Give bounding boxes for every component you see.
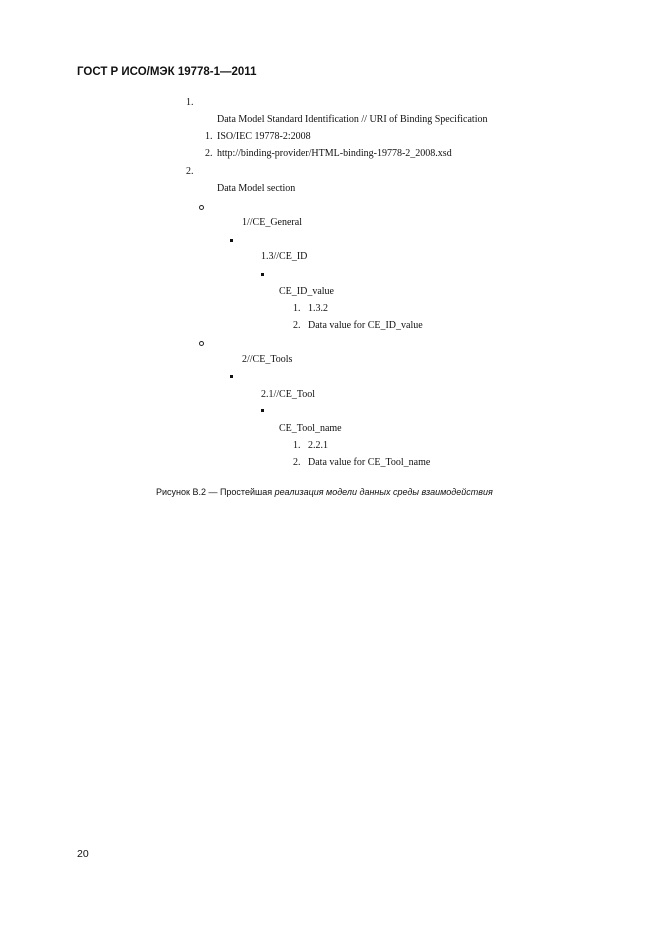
document-header: ГОСТ Р ИСО/МЭК 19778-1—2011 — [77, 66, 257, 78]
list-marker: 2. — [293, 457, 301, 468]
list-item: Data value for CE_ID_value — [308, 320, 423, 331]
tree-node-label: 2//CE_Tools — [242, 354, 293, 365]
list-item: http://binding-provider/HTML-binding-19778-2_2008.xsd — [217, 148, 452, 159]
tree-node-label: 1//CE_General — [242, 217, 302, 228]
tree-node-label: 2.1//CE_Tool — [261, 389, 316, 400]
figure-caption — [156, 487, 493, 497]
tree-node-title: Data Model section — [217, 183, 296, 194]
circle-bullet-icon — [199, 341, 204, 346]
tree-node-label: CE_ID_value — [279, 286, 334, 297]
list-marker: 1. — [186, 97, 194, 108]
square-bullet-icon — [261, 273, 264, 276]
square-bullet-icon — [230, 239, 233, 242]
list-item: ISO/IEC 19778-2:2008 — [217, 131, 311, 142]
list-marker: 1. — [293, 440, 301, 451]
square-bullet-icon — [230, 375, 233, 378]
figure-caption-italic: реализация модели данных среды взаимодействия — [274, 487, 493, 497]
list-item: Data value for CE_Tool_name — [308, 457, 431, 468]
figure-caption-prefix: Рисунок B.2 — Простейшая — [156, 487, 275, 497]
list-marker: 2. — [293, 320, 301, 331]
tree-node-label: 1.3//CE_ID — [261, 251, 308, 262]
circle-bullet-icon — [199, 205, 204, 210]
tree-node-title: Data Model Standard Identification // URI of Binding Specification — [217, 114, 488, 125]
list-marker: 2. — [186, 166, 194, 177]
list-marker: 2. — [205, 148, 213, 159]
page-number: 20 — [77, 848, 89, 860]
list-marker: 1. — [205, 131, 213, 142]
square-bullet-icon — [261, 409, 264, 412]
list-item: 1.3.2 — [308, 303, 328, 314]
list-marker: 1. — [293, 303, 301, 314]
tree-node-label: CE_Tool_name — [279, 423, 342, 434]
list-item: 2.2.1 — [308, 440, 328, 451]
